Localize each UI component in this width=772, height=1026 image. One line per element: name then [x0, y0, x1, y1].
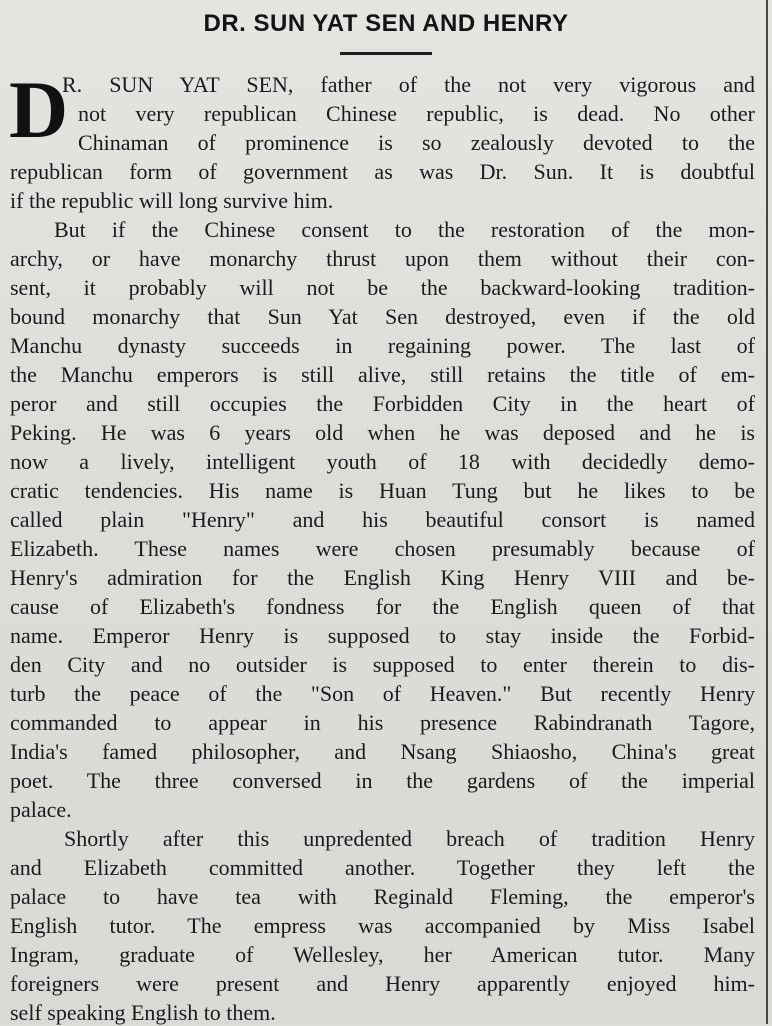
text-line: self speaking English to them.	[10, 1000, 276, 1025]
text-line: if the republic will long survive him.	[10, 188, 334, 213]
text-line: Chinaman of prominence is so zealously devoted to the	[78, 130, 755, 155]
text-line: and Elizabeth committed another. Together they left the	[10, 855, 755, 880]
text-line: Peking. He was 6 years old when he was deposed and he is	[10, 420, 755, 445]
text-line: poet. The three conversed in the gardens of the imperial	[10, 768, 755, 793]
text-line: cratic tendencies. His name is Huan Tung but he likes to be	[10, 478, 755, 503]
text-line: But if the Chinese consent to the restoration of the mon-	[54, 217, 755, 242]
text-line: commanded to appear in his presence Rabindranath Tagore,	[10, 710, 755, 735]
text-line: English tutor. The empress was accompanied by Miss Isabel	[10, 913, 755, 938]
text-line: Elizabeth. These names were chosen presumably because of	[10, 536, 755, 561]
text-line: bound monarchy that Sun Yat Sen destroyed, even if the old	[10, 304, 755, 329]
text-line: turb the peace of the "Son of Heaven." But recently Henry	[10, 681, 755, 706]
text-line: Ingram, graduate of Wellesley, her American tutor. Many	[10, 942, 755, 967]
text-line: name. Emperor Henry is supposed to stay inside the Forbid-	[10, 623, 755, 648]
text-line: archy, or have monarchy thrust upon them without their con-	[10, 246, 755, 271]
text-line: palace.	[10, 797, 72, 822]
text-line: Manchu dynasty succeeds in regaining power. The last of	[10, 333, 755, 358]
text-line: now a lively, intelligent youth of 18 with decidedly demo-	[10, 449, 755, 474]
drop-cap: D	[9, 64, 69, 155]
text-line: not very republican Chinese republic, is dead. No other	[78, 101, 755, 126]
text-line: peror and still occupies the Forbidden City in the heart of	[10, 391, 755, 416]
text-line: Henry's admiration for the English King Henry VIII and be-	[10, 565, 755, 590]
text-line: cause of Elizabeth's fondness for the English queen of that	[10, 594, 755, 619]
text-line: sent, it probably will not be the backward-looking tradition-	[10, 275, 755, 300]
column-rule	[766, 0, 768, 1024]
text-line: India's famed philosopher, and Nsang Shiaosho, China's great	[10, 739, 755, 764]
text-line: foreigners were present and Henry apparently enjoyed him-	[10, 971, 755, 996]
headline-underline	[340, 52, 432, 55]
text-line: R. SUN YAT SEN, father of the not very vigorous and	[62, 72, 755, 97]
text-line: republican form of government as was Dr. Sun. It is doubtful	[10, 159, 755, 184]
text-line: palace to have tea with Reginald Fleming, the emperor's	[10, 884, 755, 909]
text-line: Shortly after this unpredented breach of tradition Henry	[64, 826, 755, 851]
text-line: called plain "Henry" and his beautiful consort is named	[10, 507, 755, 532]
text-line: the Manchu emperors is still alive, still retains the title of em-	[10, 362, 755, 387]
article-headline: DR. SUN YAT SEN AND HENRY	[203, 10, 569, 37]
text-line: den City and no outsider is supposed to enter therein to dis-	[10, 652, 755, 677]
